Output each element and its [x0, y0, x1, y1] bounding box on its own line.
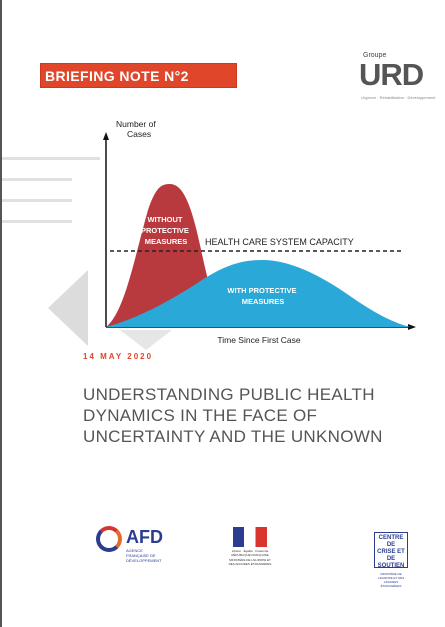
y-axis-arrow — [103, 132, 109, 140]
french-flag-icon — [233, 527, 267, 547]
rf-ministry: MINISTÈRE DE L'EUROPE ET DES AFFAIRES ÉTRANGÈRES — [228, 558, 272, 566]
afd-logo — [96, 524, 163, 563]
logo-tagline: Urgence · Réhabilitation · Développement — [361, 95, 436, 100]
blue-series-label: WITH PROTECTIVE MEASURES — [227, 286, 297, 306]
title-line: UNCERTAINTY AND THE UNKNOWN — [83, 427, 383, 446]
ccs-line1: CENTRE — [378, 535, 404, 541]
title-line: DYNAMICS IN THE FACE OF — [83, 406, 318, 425]
rf-motto: Liberté · Égalité · Fraternité — [231, 549, 269, 553]
centre-de-crise-logo — [374, 532, 408, 588]
rf-country: RÉPUBLIQUE FRANÇAISE — [231, 553, 269, 557]
ccs-line2: DE CRISE ET DE SOUTIEN — [377, 542, 405, 569]
banner-label: BRIEFING NOTE N°2 — [45, 68, 189, 84]
title-line: UNDERSTANDING PUBLIC HEALTH — [83, 385, 375, 404]
logo-prefix: Groupe — [363, 52, 387, 59]
capacity-label: HEALTH CARE SYSTEM CAPACITY — [205, 237, 354, 247]
publication-date: 14 MAY 2020 — [83, 352, 154, 361]
y-axis-label: Number of Cases — [116, 119, 156, 139]
ccs-ministry: MINISTÈRE DE L'EUROPE ET DES AFFAIRES ÉTRANGÈRES — [377, 572, 405, 588]
republique-francaise-logo — [228, 527, 272, 573]
afd-ring-icon — [96, 526, 122, 552]
document-title — [83, 384, 423, 447]
logo-name: URD — [359, 57, 424, 92]
afd-name: AFD — [126, 527, 163, 547]
red-series-label: WITHOUT PROTECTIVE MEASURES — [140, 215, 189, 246]
x-axis-label: Time Since First Case — [217, 335, 301, 345]
afd-subtitle: AGENCE FRANÇAISE DE DÉVELOPPEMENT — [126, 548, 162, 563]
